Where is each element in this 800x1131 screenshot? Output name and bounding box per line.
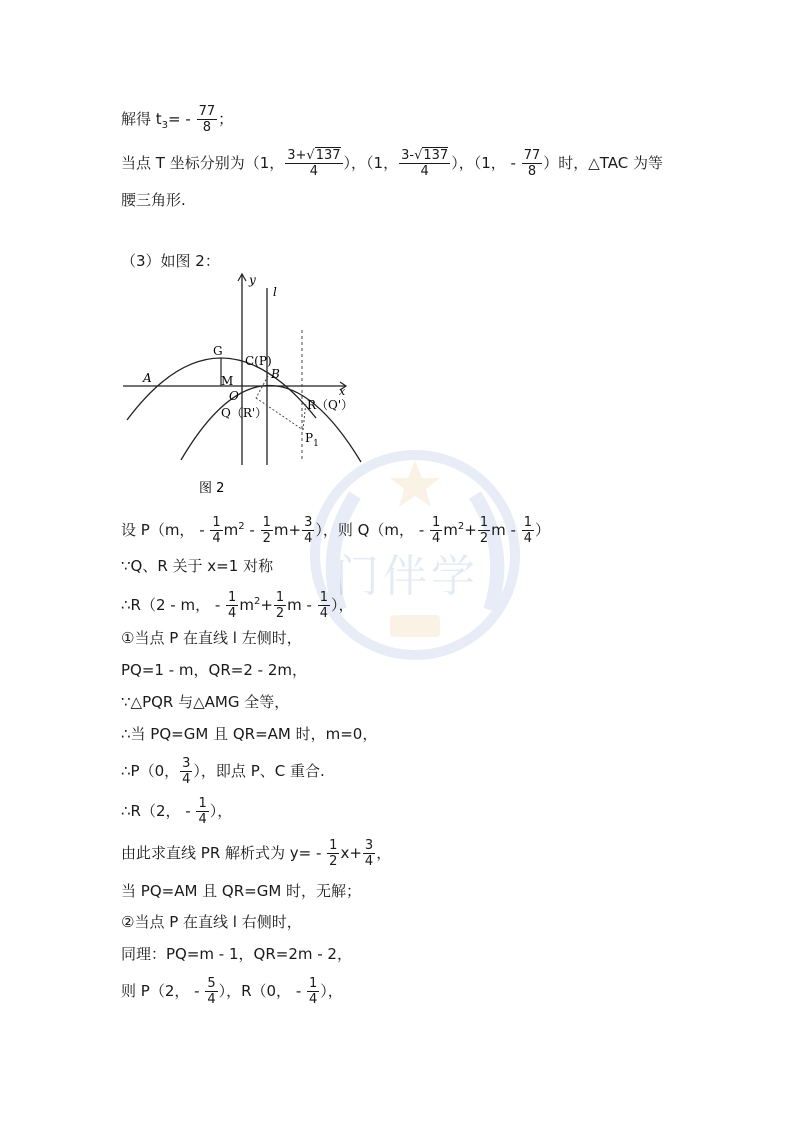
- label-b: B: [271, 367, 280, 381]
- text-line-8: ①当点 P 在直线 l 左侧时，: [121, 629, 302, 647]
- fraction: $\frac{1}{4}$: [432, 515, 441, 546]
- text-line-6: ∵Q、R 关于 x=1 对称: [121, 557, 274, 575]
- fraction: $\frac{3+√137}{4}$: [287, 148, 341, 179]
- text: ）时，△TAC 为等: [543, 154, 664, 172]
- label-o: O: [229, 389, 239, 403]
- text-line-1: [121, 104, 233, 136]
- text: ；: [218, 110, 234, 128]
- text-line-14: 由此求直线 PR 解析式为 y= - $\frac{1}{2}$ x+ $\frac{3}{4}$ ，: [121, 838, 392, 869]
- fraction: $\frac{5}{4}$: [207, 976, 216, 1007]
- fraction: $\frac{3}{4}$: [304, 515, 313, 546]
- text-line-17: 同理：PQ=m - 1，QR=2m - 2，: [121, 945, 352, 963]
- label-p1: $P_1$: [305, 431, 319, 449]
- label-g: G: [213, 344, 223, 358]
- fraction: $\frac{1}{2}$: [262, 515, 271, 546]
- text-line-13: ∴R（2， - $\frac{1}{4}$ ），: [121, 796, 233, 827]
- fraction: $\frac{1}{2}$: [329, 838, 338, 869]
- fraction: $\frac{1}{2}$: [479, 515, 489, 546]
- label-l: l: [273, 285, 277, 299]
- fraction: $\frac{77}{8}$: [198, 104, 216, 135]
- text-line-10: ∵△PQR 与△AMG 全等，: [121, 693, 290, 711]
- text-line-2: [121, 148, 663, 179]
- fraction: $\frac{3}{4}$: [182, 756, 191, 787]
- text-line-4: （3）如图 2：: [121, 252, 220, 270]
- text: 当点 T 坐标分别为（1，: [121, 154, 285, 172]
- text: = -: [168, 110, 196, 128]
- label-m: M: [221, 374, 234, 388]
- text: ），（1， -: [451, 154, 521, 172]
- watermark-text: 门伴学: [335, 551, 479, 602]
- text-line-3: 腰三角形.: [121, 191, 186, 209]
- text-line-9: PQ=1 - m，QR=2 - 2m，: [121, 661, 307, 679]
- label-cp: C(P): [245, 354, 272, 368]
- label-r-q: R（Q'）: [307, 398, 354, 412]
- text-line-12: ∴P（0， $\frac{3}{4}$ ），即点 P、C 重合.: [121, 756, 325, 787]
- text-line-15: 当 PQ=AM 且 QR=GM 时，无解；: [121, 882, 362, 900]
- fraction: $\frac{1}{4}$: [319, 590, 329, 621]
- label-a: A: [143, 371, 152, 385]
- fraction: $\frac{3-√137}{4}$: [401, 148, 449, 179]
- text-line-16: ②当点 P 在直线 l 右侧时，: [121, 913, 302, 931]
- fraction: $\frac{1}{4}$: [212, 515, 221, 546]
- fraction: $\frac{3}{4}$: [364, 838, 374, 869]
- text: 解得 t: [121, 110, 162, 128]
- subscript: 3: [161, 120, 169, 131]
- text-line-7: ∴R（2 - m， - $\frac{1}{4}$ $m^2+$ $\frac{1}{2}$ m - $\frac{1}{4}$ ），: [121, 590, 354, 621]
- fraction: $\frac{1}{4}$: [523, 515, 532, 546]
- fraction: $\frac{77}{8}$: [523, 148, 541, 179]
- text: ），（1，: [343, 154, 399, 172]
- text-line-18: 则 P（2， - $\frac{5}{4}$ ），R（0， - $\frac{1}{4}$ ），: [121, 976, 343, 1007]
- text-line-11: ∴当 PQ=GM 且 QR=AM 时，m=0，: [121, 725, 378, 743]
- label-y: y: [249, 273, 256, 287]
- text-line-5: 设 P（m， - $\frac{1}{4}$ $m^2$ - $\frac{1}{2}$ m+ $\frac{3}{4}$ ），则 Q（m， - $\frac{1}{4}$ $m^2+$ $\frac{1}{2}$ m - $\frac{1}{4}$ ）: [121, 515, 550, 546]
- fraction: $\frac{1}{4}$: [309, 976, 318, 1007]
- fraction: $\frac{1}{4}$: [228, 590, 237, 621]
- label-x: x: [339, 385, 346, 398]
- fraction: $\frac{1}{4}$: [198, 796, 207, 827]
- figure-caption: 图 2: [199, 481, 225, 496]
- label-q-r: Q（R'）: [221, 406, 268, 420]
- fraction: $\frac{1}{2}$: [275, 590, 285, 621]
